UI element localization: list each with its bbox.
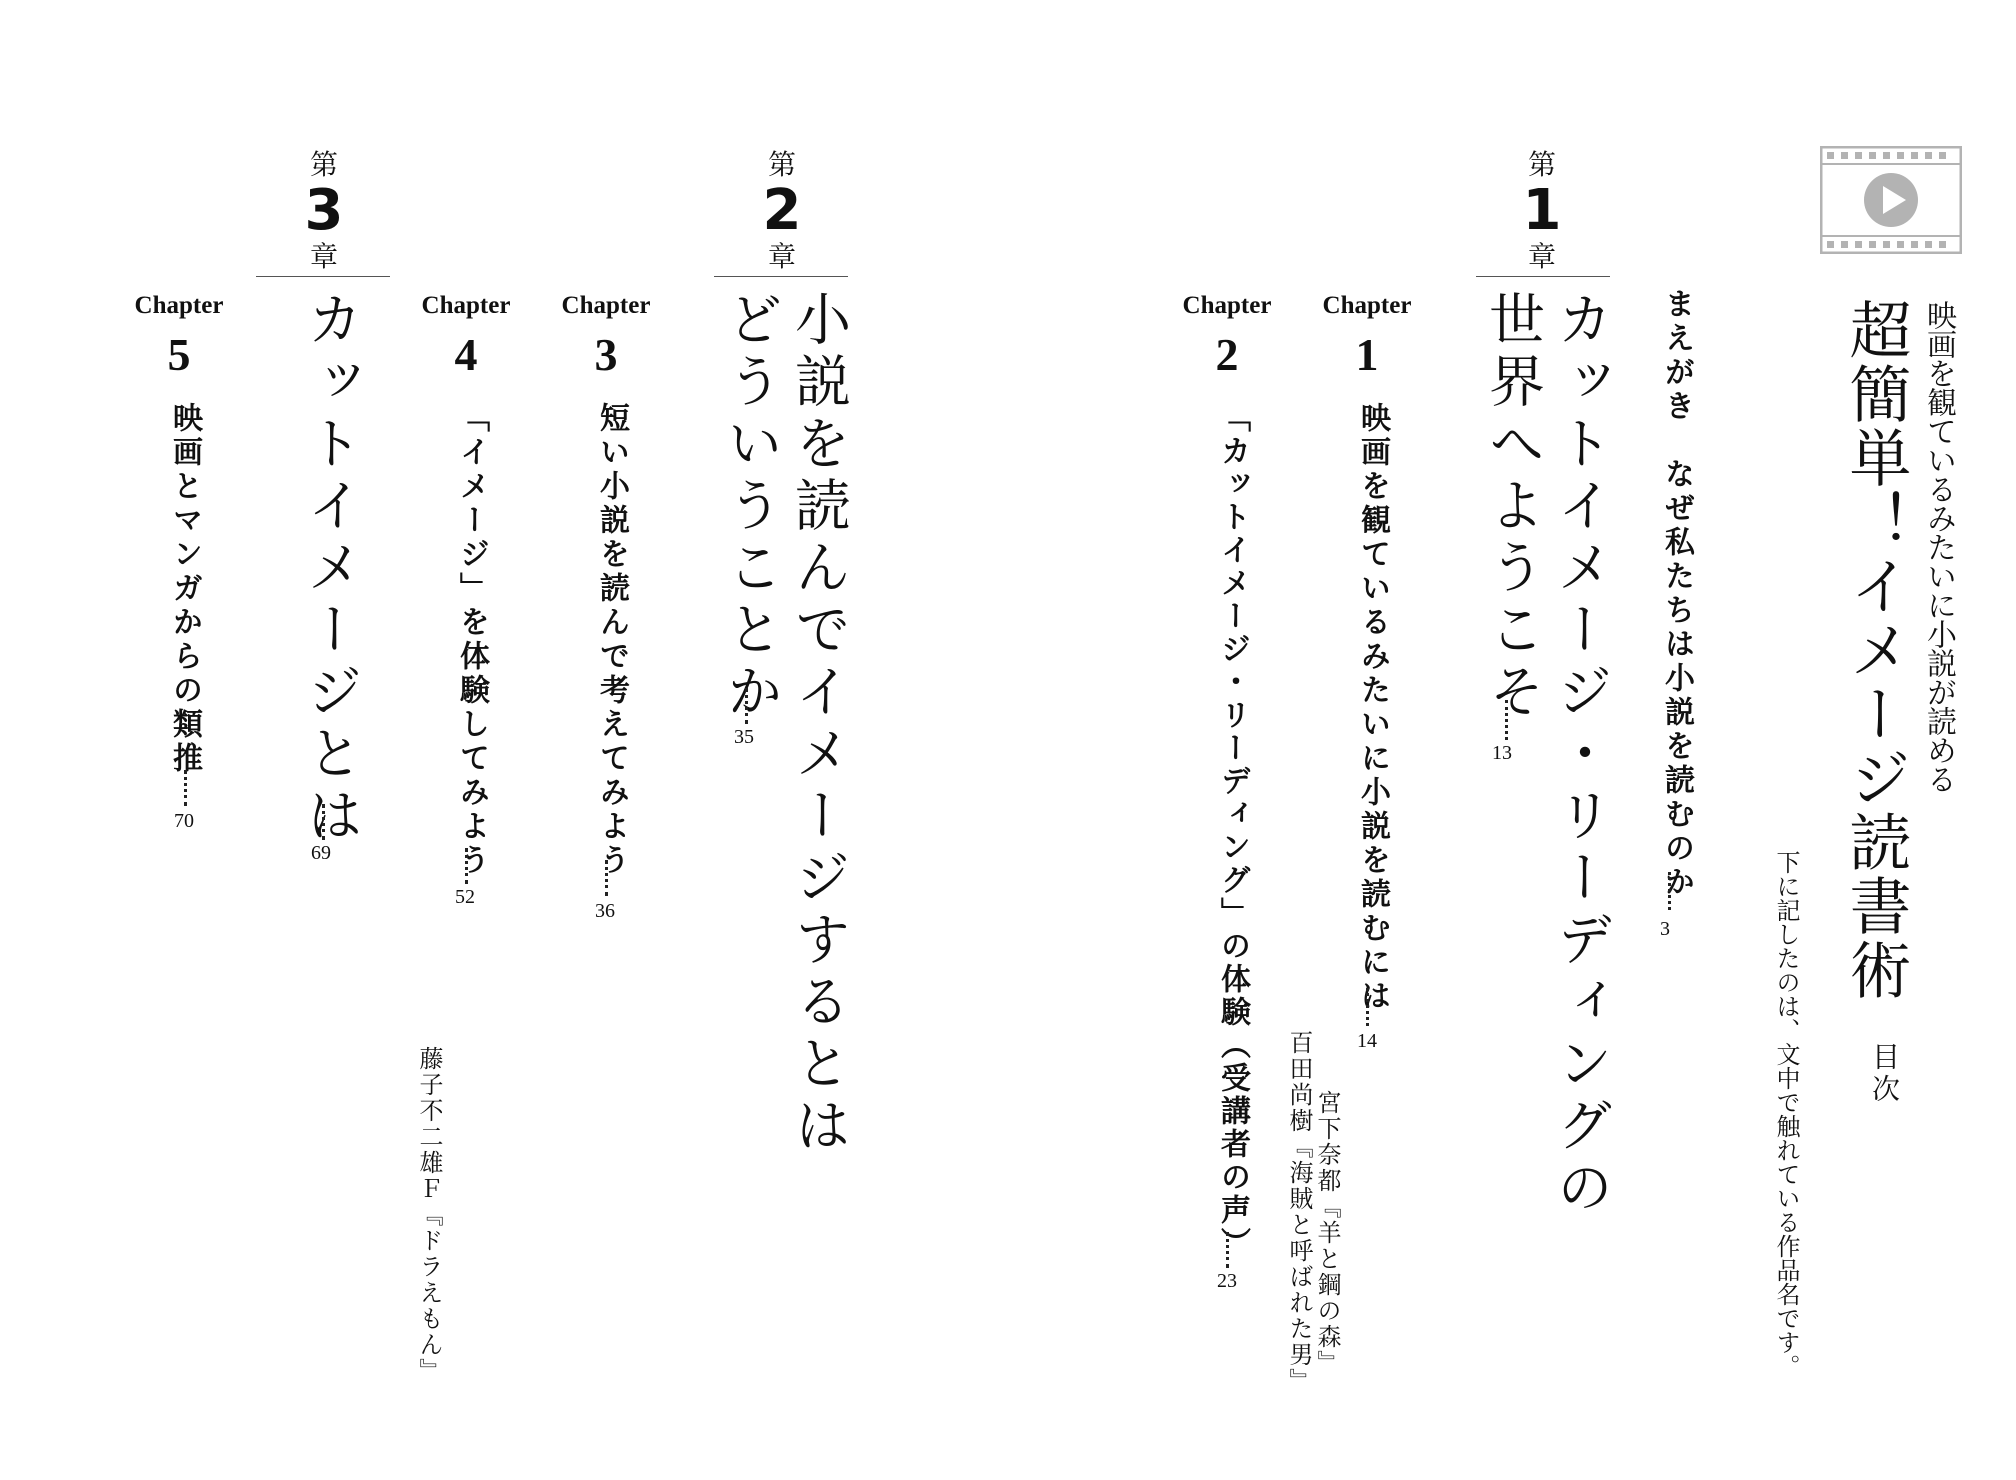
chapter-1-work: 宮下奈都『羊と鋼の森』 bbox=[1313, 1090, 1341, 1376]
chapter-3-number: 3 bbox=[594, 329, 618, 380]
part-3-title: カットイメージとは bbox=[298, 290, 363, 848]
chapter-2-number: 2 bbox=[1215, 329, 1239, 380]
chapter-2-title: 「カットイメージ・リーディング」の体験（受講者の声） bbox=[1215, 402, 1250, 1260]
chapter-3-title: 短い小説を読んで考えてみよう bbox=[594, 402, 629, 878]
page-leader bbox=[322, 804, 329, 840]
part-2-title: 小説を読んでイメージするとは bbox=[786, 290, 851, 1158]
part-1-rule bbox=[1476, 276, 1610, 277]
page-leader bbox=[1668, 872, 1675, 910]
toc-label: 目次 bbox=[1868, 1042, 1901, 1106]
chapter-5-title: 映画とマンガからの類推 bbox=[167, 402, 202, 776]
page-leader bbox=[605, 860, 612, 896]
chapter-4-title: 「イメージ」を体験してみよう bbox=[454, 402, 489, 878]
film-play-icon bbox=[1820, 146, 1962, 254]
page-leader bbox=[745, 688, 752, 724]
chapter-1-label: Chapter bbox=[1322, 292, 1412, 319]
works-note: 下に記したのは、文中で触れている作品名です。 bbox=[1772, 850, 1800, 1378]
page-leader bbox=[184, 770, 191, 806]
preface-page: 3 bbox=[1660, 918, 1670, 940]
chapter-4-work: 藤子不二雄Ｆ『ドラえもん』 bbox=[415, 1046, 443, 1384]
page-leader bbox=[465, 848, 472, 884]
part-2-title-2: どういうことか bbox=[718, 290, 783, 724]
page-leader bbox=[1366, 988, 1373, 1026]
chapter-3-page: 36 bbox=[595, 900, 615, 922]
page-leader bbox=[1505, 700, 1512, 740]
book-subtitle: 映画を観ているみたいに小説が読める bbox=[1921, 300, 1956, 793]
chapter-1-page: 14 bbox=[1357, 1030, 1377, 1052]
part-1-title: カットイメージ・リーディングの bbox=[1548, 290, 1613, 1220]
part-2-page: 35 bbox=[734, 726, 754, 748]
part-1-mark: 第 1 章 bbox=[1522, 148, 1562, 273]
chapter-1-title: 映画を観ているみたいに小説を読むには bbox=[1355, 402, 1390, 1014]
part-1-page: 13 bbox=[1492, 742, 1512, 764]
chapter-5-number: 5 bbox=[167, 329, 191, 380]
part-3-mark: 第 3 章 bbox=[304, 148, 344, 273]
chapter-4-label: Chapter bbox=[421, 292, 511, 319]
chapter-5-page: 70 bbox=[174, 810, 194, 832]
part-3-rule bbox=[256, 276, 390, 277]
chapter-3-label: Chapter bbox=[561, 292, 651, 319]
chapter-2-label: Chapter bbox=[1182, 292, 1272, 319]
part-2-mark: 第 2 章 bbox=[762, 148, 802, 273]
part-3-page: 69 bbox=[311, 842, 331, 864]
part-1-title-2: 世界へようこそ bbox=[1480, 290, 1545, 724]
chapter-4-number: 4 bbox=[454, 329, 478, 380]
book-title: 超簡単！イメージ読書術 bbox=[1839, 298, 1912, 1002]
part-2-rule bbox=[714, 276, 848, 277]
chapter-1-number: 1 bbox=[1355, 329, 1379, 380]
preface-title: まえがき なぜ私たちは小説を読むのか bbox=[1659, 288, 1694, 900]
chapter-4-page: 52 bbox=[455, 886, 475, 908]
page-leader bbox=[1226, 1232, 1233, 1268]
chapter-2-page: 23 bbox=[1217, 1270, 1237, 1292]
chapter-5-label: Chapter bbox=[134, 292, 224, 319]
chapter-1-work: 百田尚樹『海賊と呼ばれた男』 bbox=[1285, 1030, 1313, 1394]
